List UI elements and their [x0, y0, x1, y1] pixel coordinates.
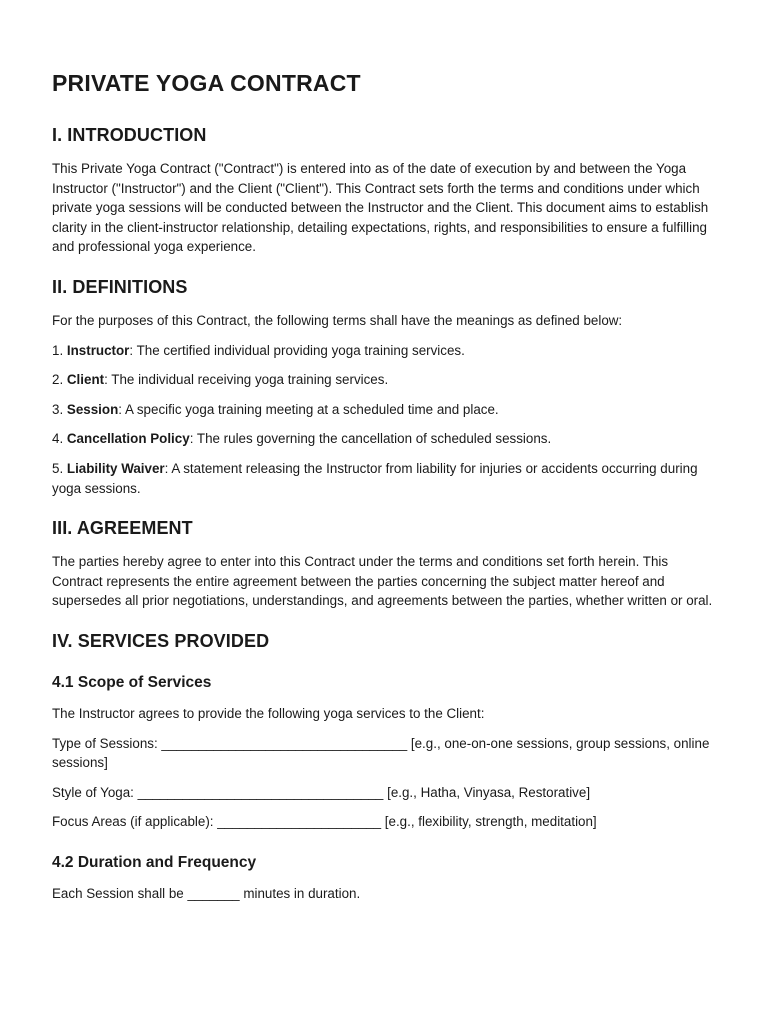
- definition-number: 4.: [52, 431, 67, 447]
- definition-term: Instructor: [66, 342, 130, 358]
- definition-item: [52, 370, 718, 390]
- section-heading-services: IV. SERVICES PROVIDED: [52, 630, 270, 651]
- subsection-heading-scope: 4.1 Scope of Services: [52, 673, 212, 691]
- document-title: PRIVATE YOGA CONTRACT: [52, 70, 361, 96]
- definition-number: 1.: [52, 342, 67, 358]
- definition-item: [52, 341, 718, 361]
- subsection-heading-duration: 4.2 Duration and Frequency: [52, 853, 257, 871]
- scope-intro: The Instructor agrees to provide the following yoga services to the Client:: [52, 705, 485, 721]
- section-heading-agreement: III. AGREEMENT: [52, 518, 193, 539]
- definition-description: : The rules governing the cancellation of scheduled sessions.: [189, 431, 552, 447]
- field-focus-areas: Focus Areas (if applicable): ______________________ [e.g., flexibility, strength, meditation]: [52, 814, 597, 830]
- introduction-paragraph: This Private Yoga Contract ("Contract") is entered into as of the date of execution by and between the Yoga Instructor ("Instructor") and the Client ("Client"). This Contract sets forth the terms and conditions under which private yoga sessions will be conducted between the Instructor and the Client. This document aims to establish clarity in the client-instructor relationship, detailing expectations, rights, and responsibilities to ensure a fulfilling and professional yoga experience.: [52, 161, 709, 255]
- definition-term: Cancellation Policy: [66, 431, 190, 447]
- definition-description: : The individual receiving yoga training services.: [104, 372, 389, 388]
- section-heading-introduction: I. INTRODUCTION: [52, 125, 207, 145]
- definition-description: : The certified individual providing yoga training services.: [129, 342, 465, 358]
- section-heading-definitions: II. DEFINITIONS: [52, 276, 188, 297]
- duration-paragraph: Each Session shall be _______ minutes in duration.: [52, 885, 361, 901]
- field-type-of-sessions: Type of Sessions: _________________________________ [e.g., one-on-one sessions, group sessions, online sessions]: [52, 735, 710, 771]
- definition-item: [52, 459, 718, 498]
- definition-description: : A statement releasing the Instructor from liability for injuries or accidents occurring during yoga sessions.: [52, 460, 698, 496]
- agreement-paragraph: The parties hereby agree to enter into this Contract under the terms and conditions set forth herein. This Contract represents the entire agreement between the parties concerning the subject matter hereof and supersedes all prior negotiations, understandings, and agreements between the parties, whether written or oral.: [52, 554, 713, 609]
- definition-item: [52, 429, 718, 449]
- definition-term: Liability Waiver: [66, 460, 165, 476]
- definition-item: [52, 400, 718, 420]
- definitions-intro: For the purposes of this Contract, the following terms shall have the meanings as defined below:: [52, 312, 623, 328]
- definition-term: Client: [66, 372, 105, 388]
- field-style-of-yoga: Style of Yoga: _________________________________ [e.g., Hatha, Vinyasa, Restorative]: [52, 784, 591, 800]
- definition-number: 5.: [52, 460, 67, 476]
- definition-number: 3.: [52, 401, 67, 417]
- definition-number: 2.: [52, 372, 67, 388]
- definition-description: : A specific yoga training meeting at a scheduled time and place.: [118, 401, 499, 417]
- definition-term: Session: [66, 401, 119, 417]
